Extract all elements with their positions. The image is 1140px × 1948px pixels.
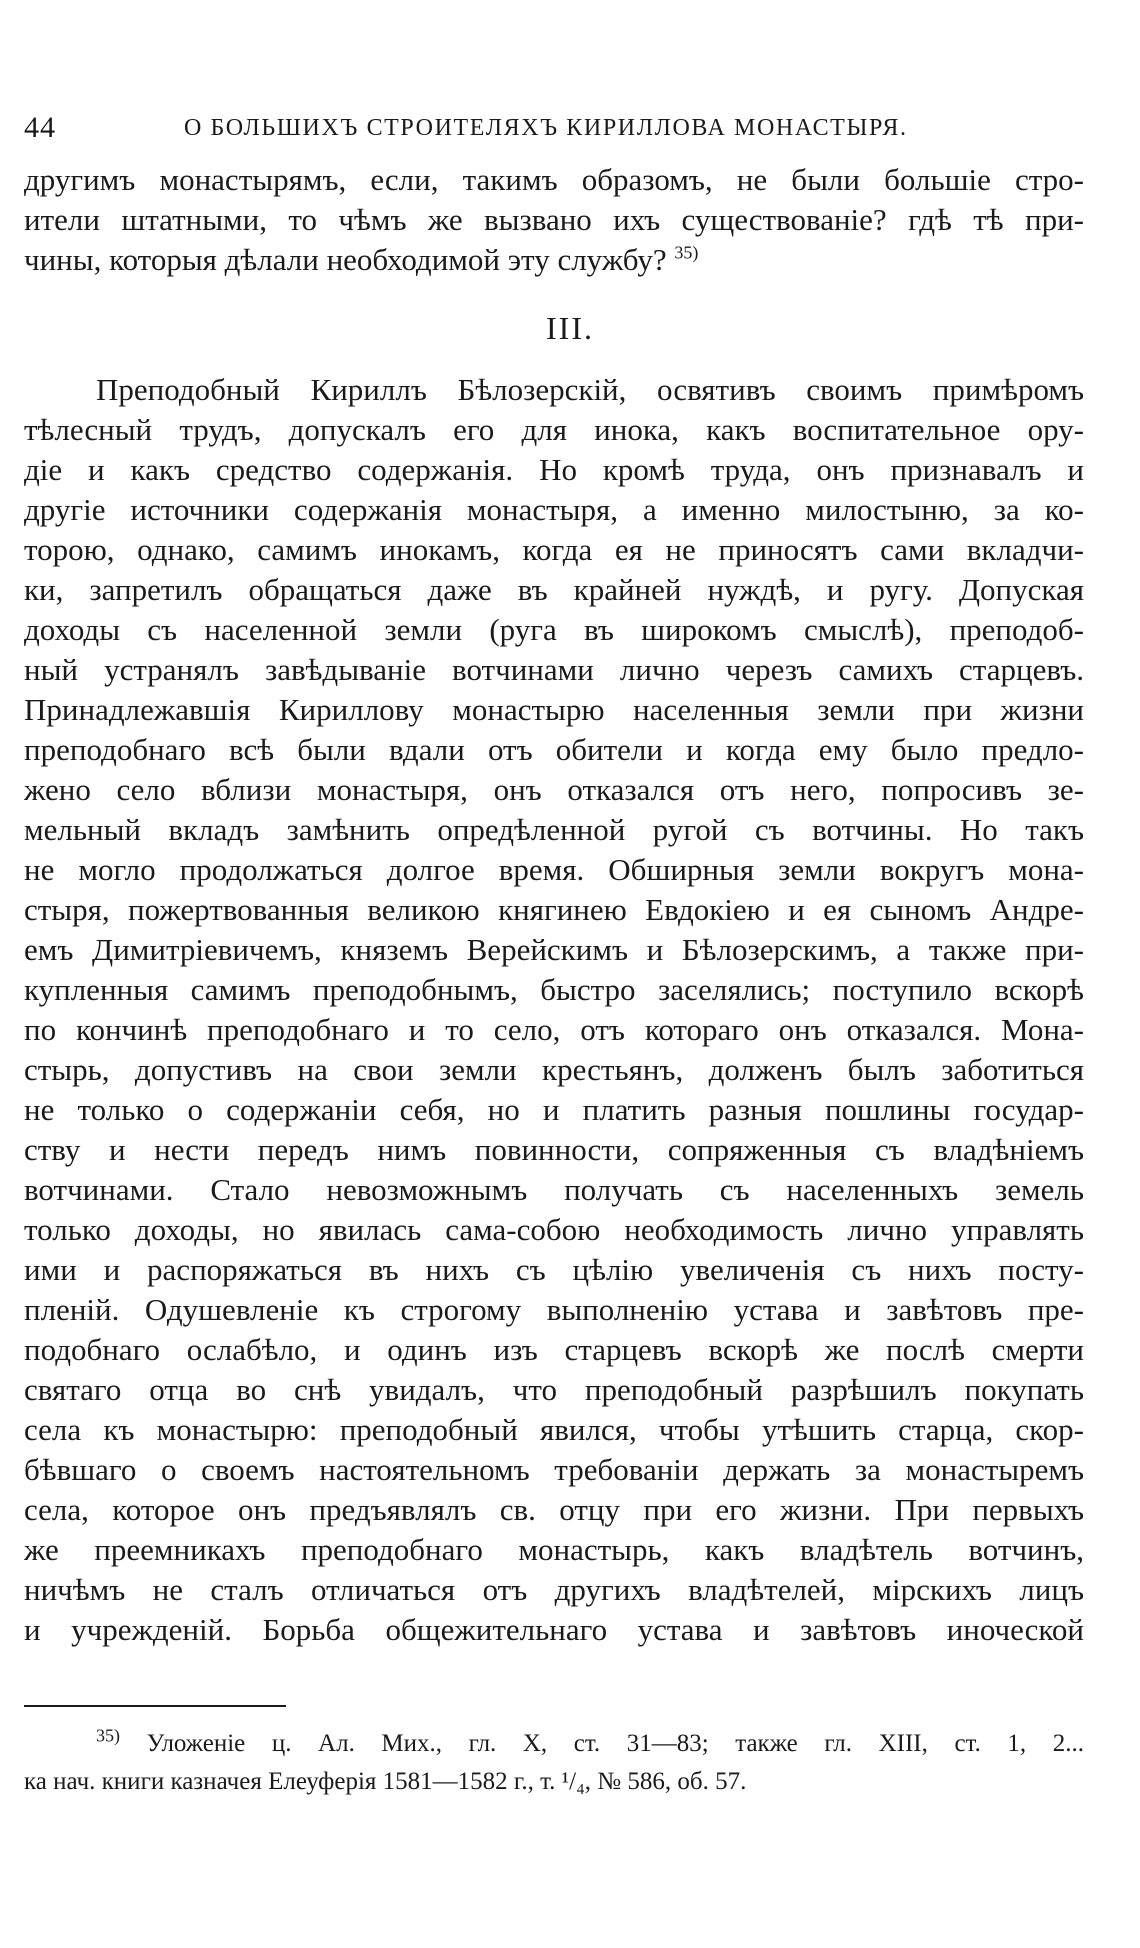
footnote-reference: 35) [674, 242, 699, 263]
footnote-line: ка нач. книги казначея Елеуферія 1581—1582 г., т. ¹/₄, № 586, об. 57. [24, 1768, 747, 1795]
footnote-divider [24, 1705, 286, 1707]
footnote-line [24, 1725, 1084, 1763]
text-line: подобнаго ослабѣло, и одинъ изъ старцевъ вскорѣ же послѣ смерти [24, 1332, 1084, 1367]
text-line: не могло продолжаться долгое время. Обширныя земли вокругъ мона- [24, 852, 1084, 887]
text-line: доходы съ населенной земли (руга въ широкомъ смыслѣ), преподоб- [24, 612, 1084, 647]
footnote-mark: 35) [96, 1725, 120, 1746]
text-line: преподобнаго всѣ были вдали отъ обители и когда ему было предло- [24, 732, 1084, 767]
text-line: пленій. Одушевленіе къ строгому выполненію устава и завѣтовъ пре- [24, 1292, 1084, 1327]
footnotes [24, 1725, 1084, 1801]
text-line: ки, запретилъ обращаться даже въ крайней нуждѣ, и ругу. Допуская [24, 572, 1084, 607]
running-head [24, 108, 1084, 148]
text-line: ители штатными, то чѣмъ же вызвано ихъ существованіе? гдѣ тѣ при- [24, 202, 1084, 237]
text-line: же преемникахъ преподобнаго монастырь, какъ владѣтель вотчинъ, [24, 1532, 1084, 1567]
text-line [24, 240, 1084, 280]
text-line: жено село вблизи монастыря, онъ отказался отъ него, попросивъ зе- [24, 772, 1084, 807]
text-line: тѣлесный трудъ, допускалъ его для инока, какъ воспитательное ору- [24, 412, 1084, 447]
text-line: Принадлежавшія Кириллову монастырю населенныя земли при жизни [24, 692, 1084, 727]
text-line: святаго отца во снѣ увидалъ, что преподобный разрѣшилъ покупать [24, 1372, 1084, 1407]
text-line: и учрежденій. Борьба общежительнаго устава и завѣтовъ иноческой [24, 1612, 1084, 1647]
text-line: другіе источники содержанія монастыря, а именно милостыню, за ко- [24, 492, 1084, 527]
page-number: 44 [24, 111, 56, 144]
text-line: другимъ монастырямъ, если, такимъ образомъ, не были большіе стро- [24, 162, 1084, 197]
text-line: ими и распоряжаться въ нихъ съ цѣлію увеличенія съ нихъ посту- [24, 1252, 1084, 1287]
text-line: стыря, пожертвованныя великою княгинею Евдокіею и ея сыномъ Андре- [24, 892, 1084, 927]
text-line: по кончинѣ преподобнаго и то село, отъ котораго онъ отказался. Мона- [24, 1012, 1084, 1047]
footnote-text: Уложеніе ц. Ал. Мих., гл. X, ст. 31—83; также гл. XIII, ст. 1, 2... [146, 1730, 1084, 1757]
text-line: ничѣмъ не сталъ отличаться отъ другихъ владѣтелей, мірскихъ лицъ [24, 1572, 1084, 1607]
text-line: бѣвшаго о своемъ настоятельномъ требованіи держать за монастыремъ [24, 1452, 1084, 1487]
running-title: О БОЛЬШИХЪ СТРОИТЕЛЯХЪ КИРИЛЛОВА МОНАСТЫРЯ. [184, 115, 908, 141]
text-line: села, которое онъ предъявлялъ св. отцу при его жизни. При первыхъ [24, 1492, 1084, 1527]
text-line-content: чины, которыя дѣлали необходимой эту службу? [24, 242, 667, 277]
main-paragraph [24, 370, 1084, 1650]
text-line: только доходы, но явилась сама-собою необходимость лично управлять [24, 1212, 1084, 1247]
text-line: ный устранялъ завѣдываніе вотчинами лично черезъ самихъ старцевъ. [24, 652, 1084, 687]
text-line: ству и нести передъ нимъ повинности, сопряженныя съ владѣніемъ [24, 1132, 1084, 1167]
text-line: діе и какъ средство содержанія. Но кромѣ труда, онъ признавалъ и [24, 452, 1084, 487]
section-heading: III. [546, 310, 594, 346]
text-line: купленныя самимъ преподобнымъ, быстро заселялись; поступило вскорѣ [24, 972, 1084, 1007]
text-line: мельный вкладъ замѣнить опредѣленной ругой съ вотчины. Но такъ [24, 812, 1084, 847]
text-line: вотчинами. Стало невозможнымъ получать съ населенныхъ земель [24, 1172, 1084, 1207]
opening-paragraph [24, 160, 1084, 280]
text-line: Преподобный Кириллъ Бѣлозерскій, освятивъ своимъ примѣромъ [96, 372, 1084, 407]
text-line: емъ Димитріевичемъ, княземъ Верейскимъ и Бѣлозерскимъ, а также при- [24, 932, 1084, 967]
text-line: села къ монастырю: преподобный явился, чтобы утѣшить старца, скор- [24, 1412, 1084, 1447]
text-line: торою, однако, самимъ инокамъ, когда ея не приносятъ сами вкладчи- [24, 532, 1084, 567]
text-line: стырь, допустивъ на свои земли крестьянъ, долженъ былъ заботиться [24, 1052, 1084, 1087]
text-line: не только о содержаніи себя, но и платить разныя пошлины государ- [24, 1092, 1084, 1127]
